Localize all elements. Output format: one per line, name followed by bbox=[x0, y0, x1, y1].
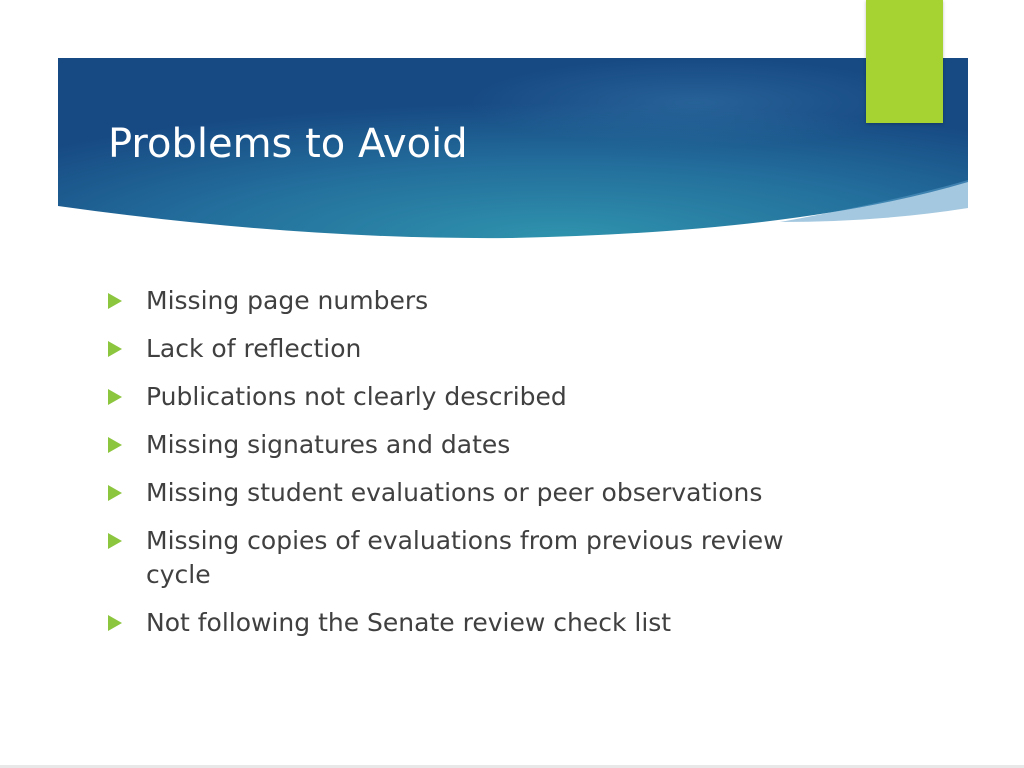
triangle-right-icon bbox=[108, 284, 146, 318]
bullet-text: Missing student evaluations or peer observations bbox=[146, 478, 763, 507]
bullet-text: Missing page numbers bbox=[146, 286, 429, 315]
bullet-item bbox=[108, 332, 788, 366]
triangle-right-icon bbox=[108, 476, 146, 510]
bullet-text: Not following the Senate review check list bbox=[146, 608, 672, 637]
slide-title: Problems to Avoid bbox=[108, 121, 468, 167]
triangle-right-icon bbox=[108, 606, 146, 640]
bullet-text: Lack of reflection bbox=[146, 334, 362, 363]
bullet-item bbox=[108, 524, 788, 592]
bullet-item bbox=[108, 380, 788, 414]
bullet-item bbox=[108, 476, 788, 510]
bullet-text: Missing signatures and dates bbox=[146, 430, 511, 459]
triangle-right-icon bbox=[108, 380, 146, 414]
bullet-text: Missing copies of evaluations from previous review cycle bbox=[146, 526, 784, 589]
accent-tab bbox=[866, 0, 943, 123]
bullet-item bbox=[108, 606, 788, 640]
bullet-item bbox=[108, 428, 788, 462]
triangle-right-icon bbox=[108, 428, 146, 462]
bullet-item bbox=[108, 284, 788, 318]
bullet-list bbox=[108, 284, 788, 654]
triangle-right-icon bbox=[108, 332, 146, 366]
triangle-right-icon bbox=[108, 524, 146, 558]
bullet-text: Publications not clearly described bbox=[146, 382, 567, 411]
